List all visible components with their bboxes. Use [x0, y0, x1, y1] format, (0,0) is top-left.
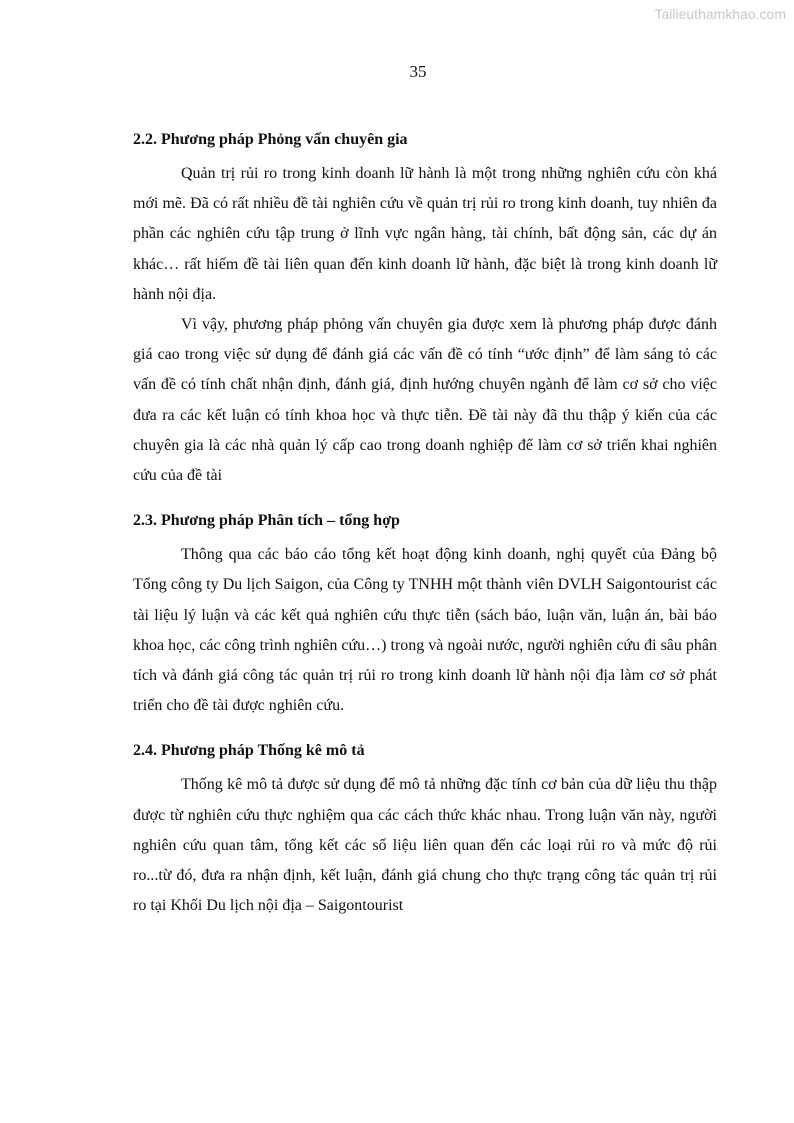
paragraph: Thông qua các báo cáo tổng kết hoạt động kinh doanh, nghị quyết của Đảng bộ Tổng công ty Du lịch Saigon, của Công ty TNHH một thành viên DVLH Saigontourist các tài liệu lý luận và các kết quả nghiên cứu thực tiễn (sách báo, luận văn, luận án, bài báo khoa học, các công trình nghiên cứu…) trong và ngoài nước, người nghiên cứu đi sâu phân tích và đánh giá công tác quản trị rủi ro trong kinh doanh lữ hành nội địa làm cơ sở phát triển cho đề tài được nghiên cứu. — [133, 546, 717, 715]
section-heading: 2.2. Phương pháp Phỏng vấn chuyên gia — [133, 131, 408, 148]
section-descriptive-statistics — [133, 737, 717, 921]
page-number: 35 — [409, 62, 427, 81]
document-body — [133, 126, 717, 937]
watermark: Tailieuthamkhao.com — [654, 6, 786, 22]
paragraph: Vì vậy, phương pháp phỏng vấn chuyên gia được xem là phương pháp được đánh giá cao trong việc sử dụng để đánh giá các vấn đề có tính “ước định” để làm sáng tỏ các vấn đề có tính chất nhận định, đánh giá, định hướng chuyên ngành để làm cơ sở cho việc đưa ra các kết luận có tính khoa học và thực tiễn. Đề tài này đã thu thập ý kiến của các chuyên gia là các nhà quản lý cấp cao trong doanh nghiệp để làm cơ sở triển khai nghiên cứu của đề tài — [133, 316, 717, 485]
section-analysis-synthesis — [133, 507, 717, 721]
section-heading: 2.4. Phương pháp Thống kê mô tả — [133, 742, 365, 760]
section-heading: 2.3. Phương pháp Phân tích – tổng hợp — [133, 512, 400, 530]
paragraph: Thống kê mô tả được sử dụng để mô tả những đặc tính cơ bản của dữ liệu thu thập được từ nghiên cứu thực nghiệm qua các cách thức khác nhau. Trong luận văn này, người nghiên cứu quan tâm, tổng kết các số liệu liên quan đến các loại rủi ro và mức độ rủi ro...từ đó, đưa ra nhận định, kết luận, đánh giá chung cho thực trạng công tác quản trị rủi ro tại Khối Du lịch nội địa – Saigontourist — [133, 776, 717, 915]
section-expert-interview — [133, 126, 717, 491]
paragraph: Quản trị rủi ro trong kinh doanh lữ hành là một trong những nghiên cứu còn khá mới mẽ. Đã có rất nhiều đề tài nghiên cứu về quản trị rủi ro trong kinh doanh, tuy nhiên đa phần các nghiên cứu tập trung ở lĩnh vực ngân hàng, tài chính, bất động sản, các dự án khác… rất hiếm đề tài liên quan đến kinh doanh lữ hành, đặc biệt là trong kinh doanh lữ hành nội địa. — [133, 165, 717, 303]
